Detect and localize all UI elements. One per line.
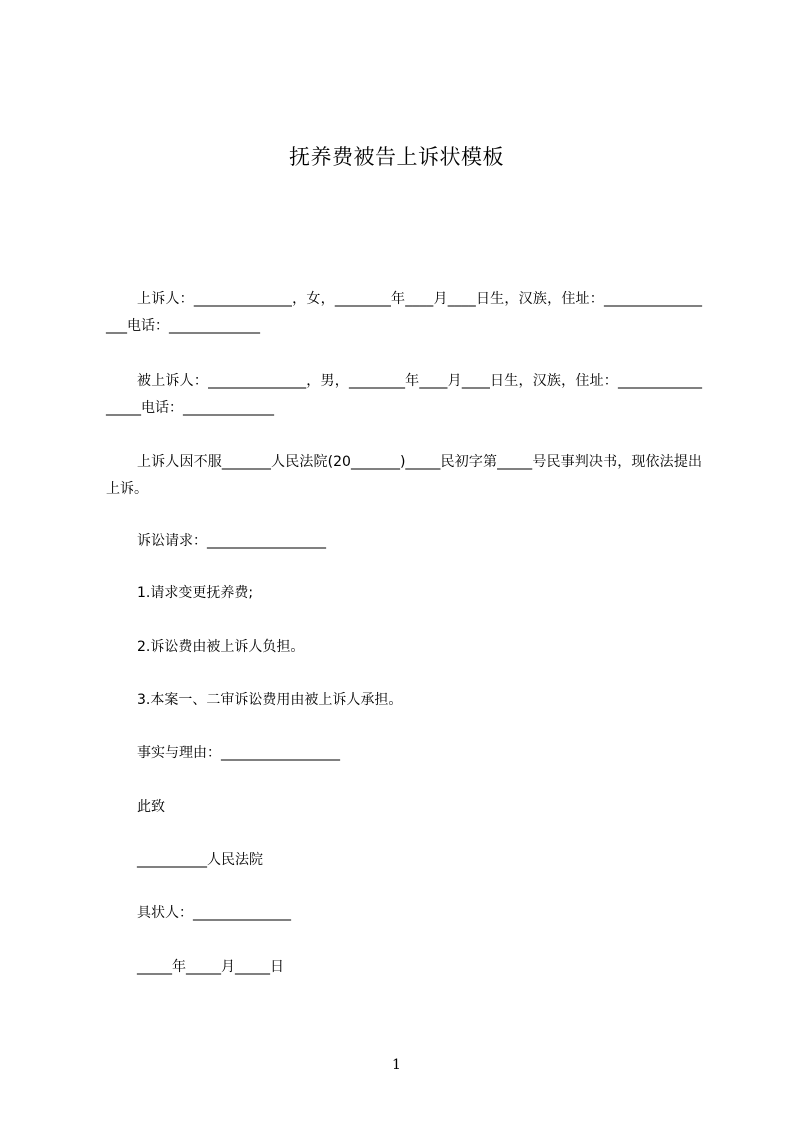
salutation: 此致 bbox=[137, 799, 165, 815]
signer-line: 具状人：______________ bbox=[137, 905, 291, 921]
appellee-paragraph: 被上诉人：______________，男，________年____月____日生，汉族，住址：_________________电话：_____________ bbox=[106, 373, 702, 416]
claim-item-1: 1.请求变更抚养费; bbox=[137, 585, 254, 601]
appeal-reason-paragraph: 上诉人因不服_______人民法院(20_______)_____民初字第_____号民事判决书，现依法提出上诉。 bbox=[106, 454, 702, 497]
claim-item-3: 3.本案一、二审诉讼费用由被上诉人承担。 bbox=[137, 692, 403, 708]
date-line: _____年_____月_____日 bbox=[137, 959, 284, 975]
appellant-paragraph: 上诉人：______________，女，________年____月____日生，汉族，住址：_________________电话：_____________ bbox=[106, 291, 702, 334]
page-number: 1 bbox=[392, 1057, 401, 1073]
court-line: __________人民法院 bbox=[137, 852, 263, 868]
claims-heading: 诉讼请求：_________________ bbox=[137, 533, 326, 549]
facts-heading: 事实与理由：_________________ bbox=[137, 745, 340, 761]
document-title: 抚养费被告上诉状模板 bbox=[289, 145, 504, 169]
claim-item-2: 2.诉讼费由被上诉人负担。 bbox=[137, 639, 305, 655]
